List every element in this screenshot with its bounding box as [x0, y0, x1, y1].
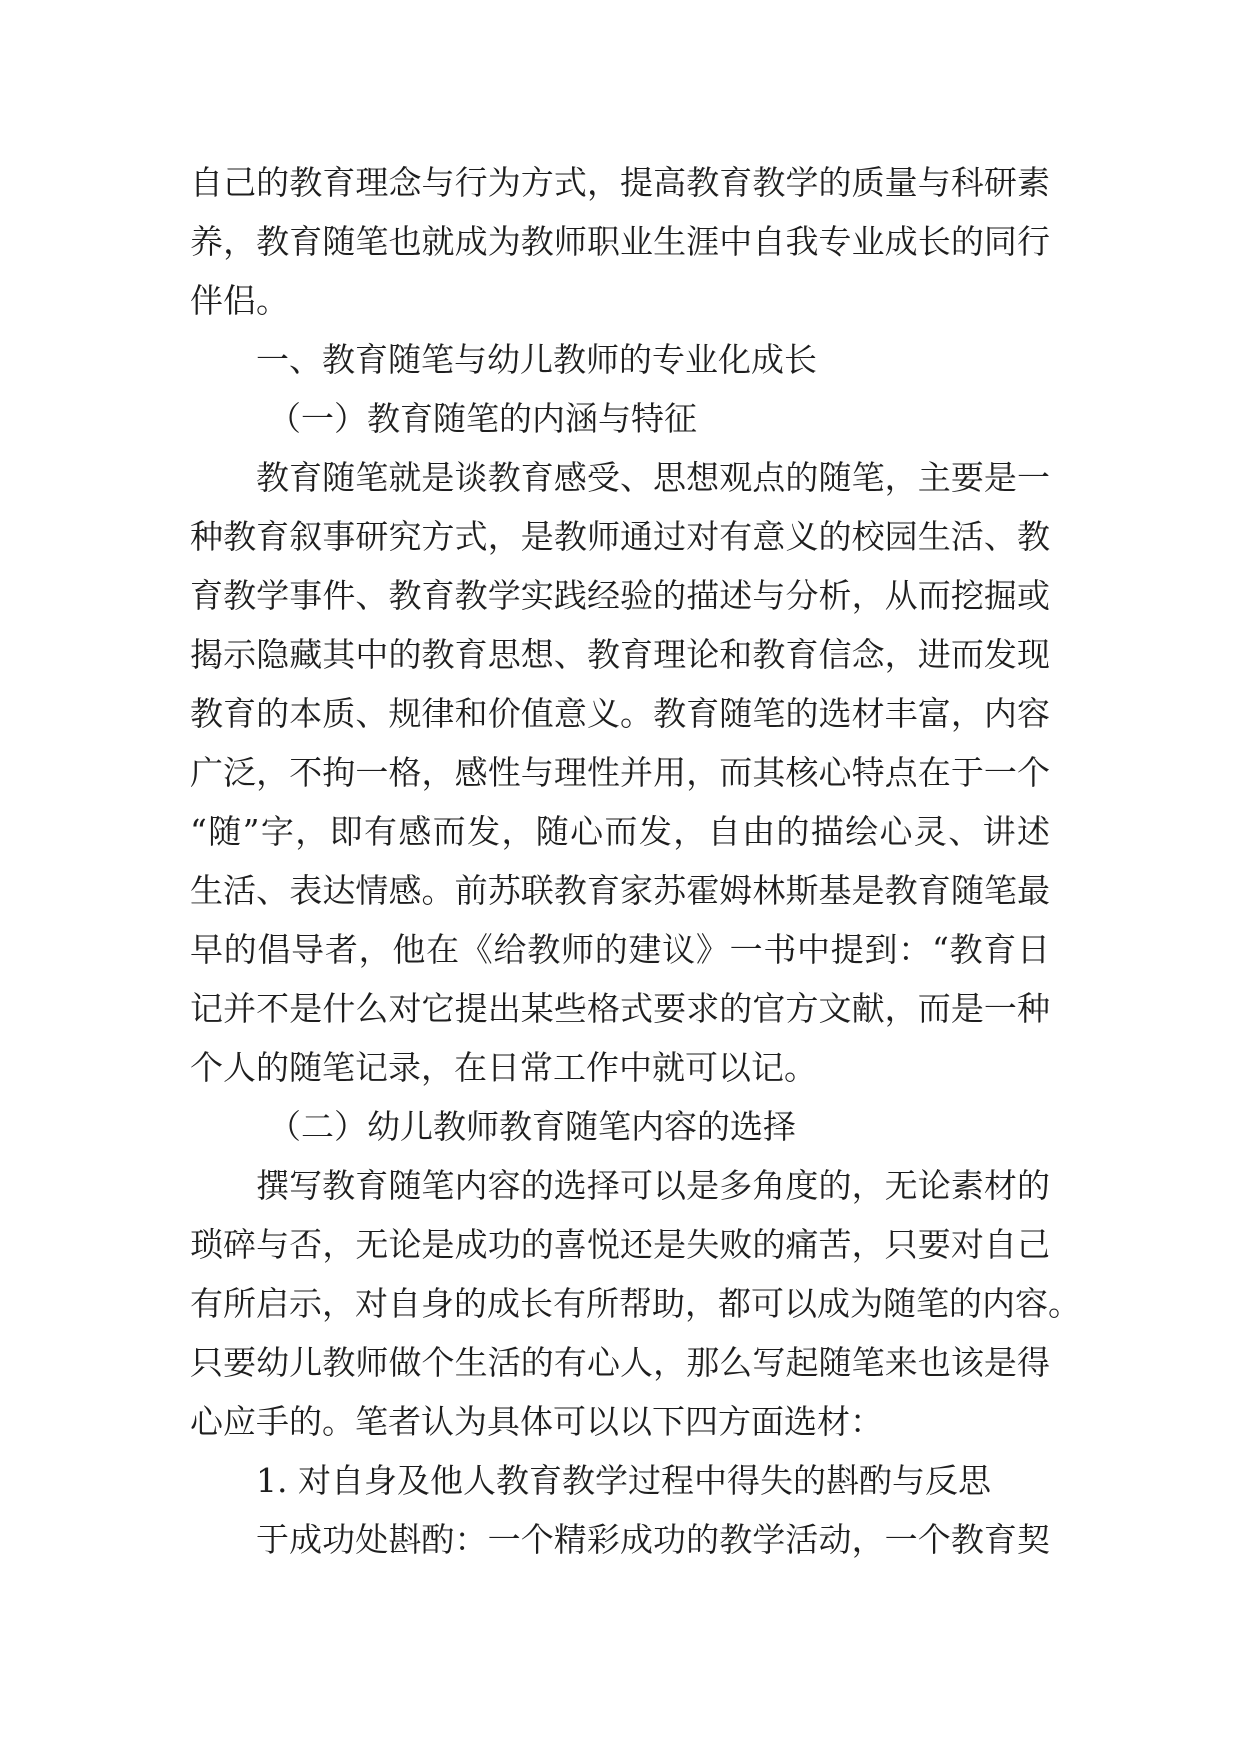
paragraph-line: 生活、表达情感。前苏联教育家苏霍姆林斯基是教育随笔最	[190, 871, 1050, 910]
paragraph-line: 伴侣。	[190, 281, 289, 320]
subsection-heading: （二）幼儿教师教育随笔内容的选择	[268, 1107, 796, 1146]
paragraph-line: 个人的随笔记录，在日常工作中就可以记。	[190, 1048, 817, 1087]
paragraph-line: 教育的本质、规律和价值意义。教育随笔的选材丰富，内容	[190, 694, 1050, 733]
list-item-heading: 1. 对自身及他人教育教学过程中得失的斟酌与反思	[256, 1461, 991, 1500]
paragraph-line: 自己的教育理念与行为方式，提高教育教学的质量与科研素	[190, 163, 1050, 202]
paragraph-line: 记并不是什么对它提出某些格式要求的官方文献，而是一种	[190, 989, 1050, 1028]
paragraph-line: 有所启示，对自身的成长有所帮助，都可以成为随笔的内容。	[190, 1284, 1081, 1323]
paragraph-line: “随”字，即有感而发，随心而发，自由的描绘心灵、讲述	[190, 812, 1050, 851]
paragraph-line: 撰写教育随笔内容的选择可以是多角度的，无论素材的	[256, 1166, 1050, 1205]
paragraph-line: 教育随笔就是谈教育感受、思想观点的随笔，主要是一	[256, 458, 1050, 497]
paragraph-line: 育教学事件、教育教学实践经验的描述与分析，从而挖掘或	[190, 576, 1050, 615]
paragraph-line: 广泛，不拘一格，感性与理性并用，而其核心特点在于一个	[190, 753, 1050, 792]
paragraph-line: 琐碎与否，无论是成功的喜悦还是失败的痛苦，只要对自己	[190, 1225, 1050, 1264]
subsection-heading: （一）教育随笔的内涵与特征	[268, 399, 697, 438]
paragraph-line: 心应手的。笔者认为具体可以以下四方面选材：	[190, 1402, 883, 1441]
paragraph-line: 种教育叙事研究方式，是教师通过对有意义的校园生活、教	[190, 517, 1050, 556]
paragraph-line: 揭示隐藏其中的教育思想、教育理论和教育信念，进而发现	[190, 635, 1050, 674]
paragraph-line: 只要幼儿教师做个生活的有心人，那么写起随笔来也该是得	[190, 1343, 1050, 1382]
paragraph-line: 养，教育随笔也就成为教师职业生涯中自我专业成长的同行	[190, 222, 1050, 261]
paragraph-line: 早的倡导者，他在《给教师的建议》一书中提到：“教育日	[190, 930, 1050, 969]
paragraph-line: 于成功处斟酌：一个精彩成功的教学活动，一个教育契	[256, 1520, 1050, 1559]
section-heading: 一、教育随笔与幼儿教师的专业化成长	[256, 340, 817, 379]
